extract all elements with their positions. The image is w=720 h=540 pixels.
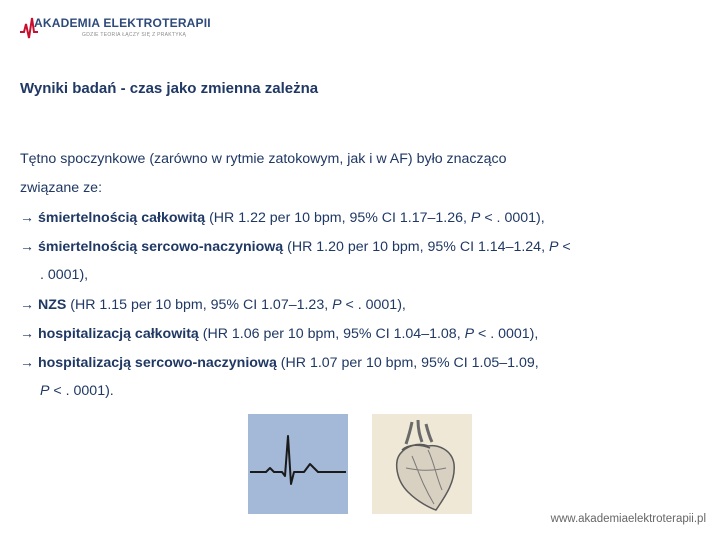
list-item [20, 232, 710, 261]
list-item [20, 348, 710, 377]
footer-website: www.akademiaelektroterapii.pl [550, 513, 706, 525]
item-text: (HR 1.07 per 10 bpm, 95% CI 1.05–1.09, [276, 355, 539, 371]
list-item [20, 290, 710, 319]
item-tail: < . 0001), [341, 297, 406, 313]
arrow-right-icon: → [20, 354, 34, 370]
item-tail: < . 0001), [480, 210, 545, 226]
item-bold: hospitalizacją całkowitą [37, 326, 199, 342]
ecg-image [248, 414, 348, 514]
item-p: P [470, 210, 481, 226]
heart-icon [372, 414, 472, 514]
item-tail: < . 0001), [474, 326, 539, 342]
list-item-continuation [20, 377, 710, 406]
item-p: P [464, 326, 475, 342]
heart-anatomy-image [372, 414, 472, 514]
brand-logo [20, 14, 211, 42]
item-bold: śmiertelnością sercowo-naczyniową [37, 239, 284, 255]
arrow-right-icon: → [20, 238, 34, 254]
item-text: (HR 1.06 per 10 bpm, 95% CI 1.04–1.08, [198, 326, 465, 342]
slide-title: Wyniki badań - czas jako zmienna zależna [20, 80, 319, 97]
arrow-right-icon: → [20, 209, 34, 225]
item-p: P [548, 239, 559, 255]
arrow-right-icon: → [20, 325, 34, 341]
list-item-continuation: . 0001), [40, 267, 89, 283]
item-p: P [332, 297, 342, 313]
slide-content [20, 145, 710, 406]
item-p: P [40, 383, 50, 399]
item-text: (HR 1.20 per 10 bpm, 95% CI 1.14–1.24, [283, 239, 549, 255]
ecg-waveform-icon [248, 414, 348, 514]
logo-name: AKADEMIA ELEKTROTERAPII [34, 16, 211, 30]
item-text: (HR 1.15 per 10 bpm, 95% CI 1.07–1.23, [66, 297, 333, 313]
item-tail: < [558, 239, 571, 255]
item-bold: śmiertelnością całkowitą [37, 210, 206, 226]
intro-line-1: Tętno spoczynkowe (zarówno w rytmie zatokowym, jak i w AF) było znacząco [20, 151, 507, 167]
list-item [20, 203, 710, 232]
item-text: (HR 1.22 per 10 bpm, 95% CI 1.17–1.26, [205, 210, 471, 226]
item-bold: NZS [37, 297, 67, 313]
list-item [20, 319, 710, 348]
item-bold: hospitalizacją sercowo-naczyniową [37, 355, 277, 371]
logo-tagline: GDZIE TEORIA ŁĄCZY SIĘ Z PRAKTYKĄ [82, 32, 187, 38]
intro-line-2: związane ze: [20, 180, 103, 196]
item-tail: < . 0001). [49, 383, 114, 399]
arrow-right-icon: → [20, 296, 34, 312]
